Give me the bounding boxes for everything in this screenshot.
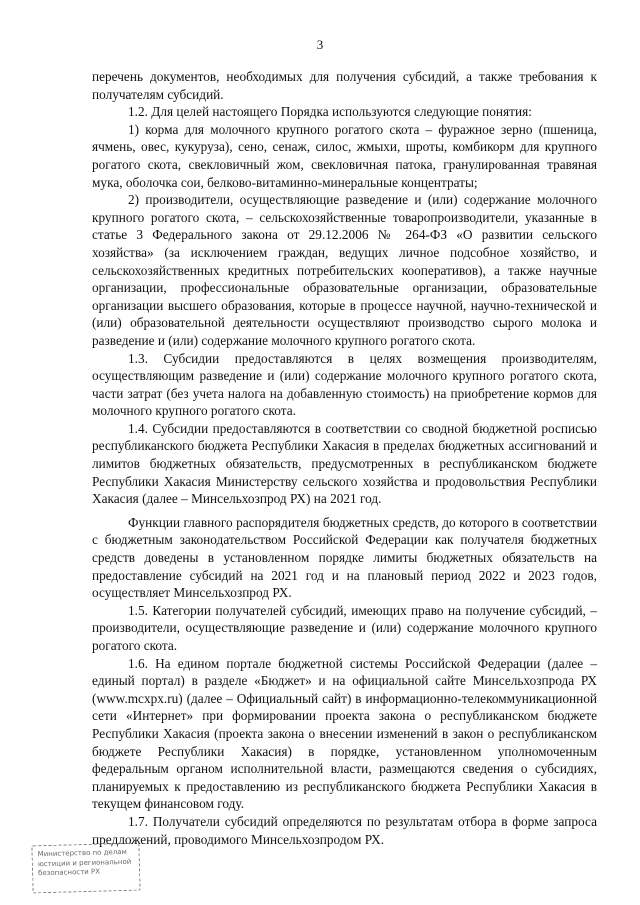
document-body <box>92 68 597 848</box>
paragraph-1-3: 1.3. Субсидии предоставляются в целях возмещения производителям, осуществляющим разведение и (или) содержание молочного крупного рогатого скота, части затрат (без учета налога на добавленную стоимость) на приобретение кормов для молочного крупного рогатого скота. <box>92 350 597 419</box>
paragraph-1-2: 1.2. Для целей настоящего Порядка используются следующие понятия: <box>128 104 532 120</box>
paragraph-1-4: 1.4. Субсидии предоставляются в соответствии со сводной бюджетной росписью республиканского бюджета Республики Хакасия в пределах бюджетных ассигнований и лимитов бюджетных обязательств, предусмотренных в республиканском бюджете Республики Хакасия Министерству сельского хозяйства и продовольствия Республики Хакасия (далее – Минсельхозпрод РХ) на 2021 год. <box>92 420 597 507</box>
paragraph-intro: перечень документов, необходимых для получения субсидий, а также требования к получателям субсидий. <box>92 69 597 102</box>
page-number: 3 <box>316 37 324 52</box>
paragraph-1-6: 1.6. На едином портале бюджетной системы Российской Федерации (далее – единый портал) в разделе «Бюджет» и на официальной сайте Минсельхозпрода РХ (www.mcxpx.ru) (далее – Официальный сайт) в информационно-телекоммуникационной сети «Интернет» при формировании проекта закона о республиканском бюджете Республики Хакасия (проекта закона о внесении изменений в закон о республиканском бюджете Республики Хакасия) в порядке, установленном уполномоченным федеральным органом исполнительной власти, размещаются сведения о субсидиях, планируемых к предоставлению из республиканского бюджета Республики Хакасия в текущем финансовом году. <box>92 655 597 812</box>
stamp-line: безопасности РХ <box>38 867 101 878</box>
registration-stamp <box>31 843 140 894</box>
paragraph-1-4-functions: Функции главного распорядителя бюджетных средств, до которого в соответствии с бюджетным законодательством Российской Федерации как получателя бюджетных средств доведены в установленном порядке лимиты бюджетных обязательств на предоставление субсидий на 2021 год и на плановый период 2022 и 2023 годов, осуществляет Минсельхозпрод РХ. <box>92 514 597 601</box>
paragraph-1-5: 1.5. Категории получателей субсидий, имеющих право на получение субсидий, – производители, осуществляющие разведение и (или) содержание молочного крупного рогатого скота. <box>92 602 597 653</box>
stamp-line: юстиции и региональной <box>37 857 132 868</box>
paragraph-1-2-item-1: 1) корма для молочного крупного рогатого скота – фуражное зерно (пшеница, ячмень, овес, кукуруза), сено, сенаж, силос, жмыхи, шроты, комбикорм для крупного рогатого скота, свекловичный жом, свекловичная патока, гранулированная травяная мука, оболочка сои, белково-витаминно-минеральные концентраты; <box>92 121 597 190</box>
stamp-line: Министерство по делам <box>37 847 127 859</box>
paragraph-1-7: 1.7. Получатели субсидий определяются по результатам отбора в форме запроса предложений, проводимого Минсельхозпродом РХ. <box>92 813 597 847</box>
paragraph-1-2-item-2: 2) производители, осуществляющие разведение и (или) содержание молочного крупного рогатого скота, – сельскохозяйственные товаропроизводители, указанные в статье 3 Федерального закона от 29.12.2006 № 264-ФЗ «О развитии сельского хозяйства» (за исключением граждан, ведущих личное подсобное хозяйство, и сельскохозяйственных кредитных потребительских кооперативов), а также научные организации, профессиональные образовательные организации, образовательные организации высшего образования, которые в процессе научной, научно-технической и (или) образовательной деятельности осуществляют производство сырого молока и разведение и (или) содержание молочного крупного рогатого скота. <box>92 192 597 348</box>
